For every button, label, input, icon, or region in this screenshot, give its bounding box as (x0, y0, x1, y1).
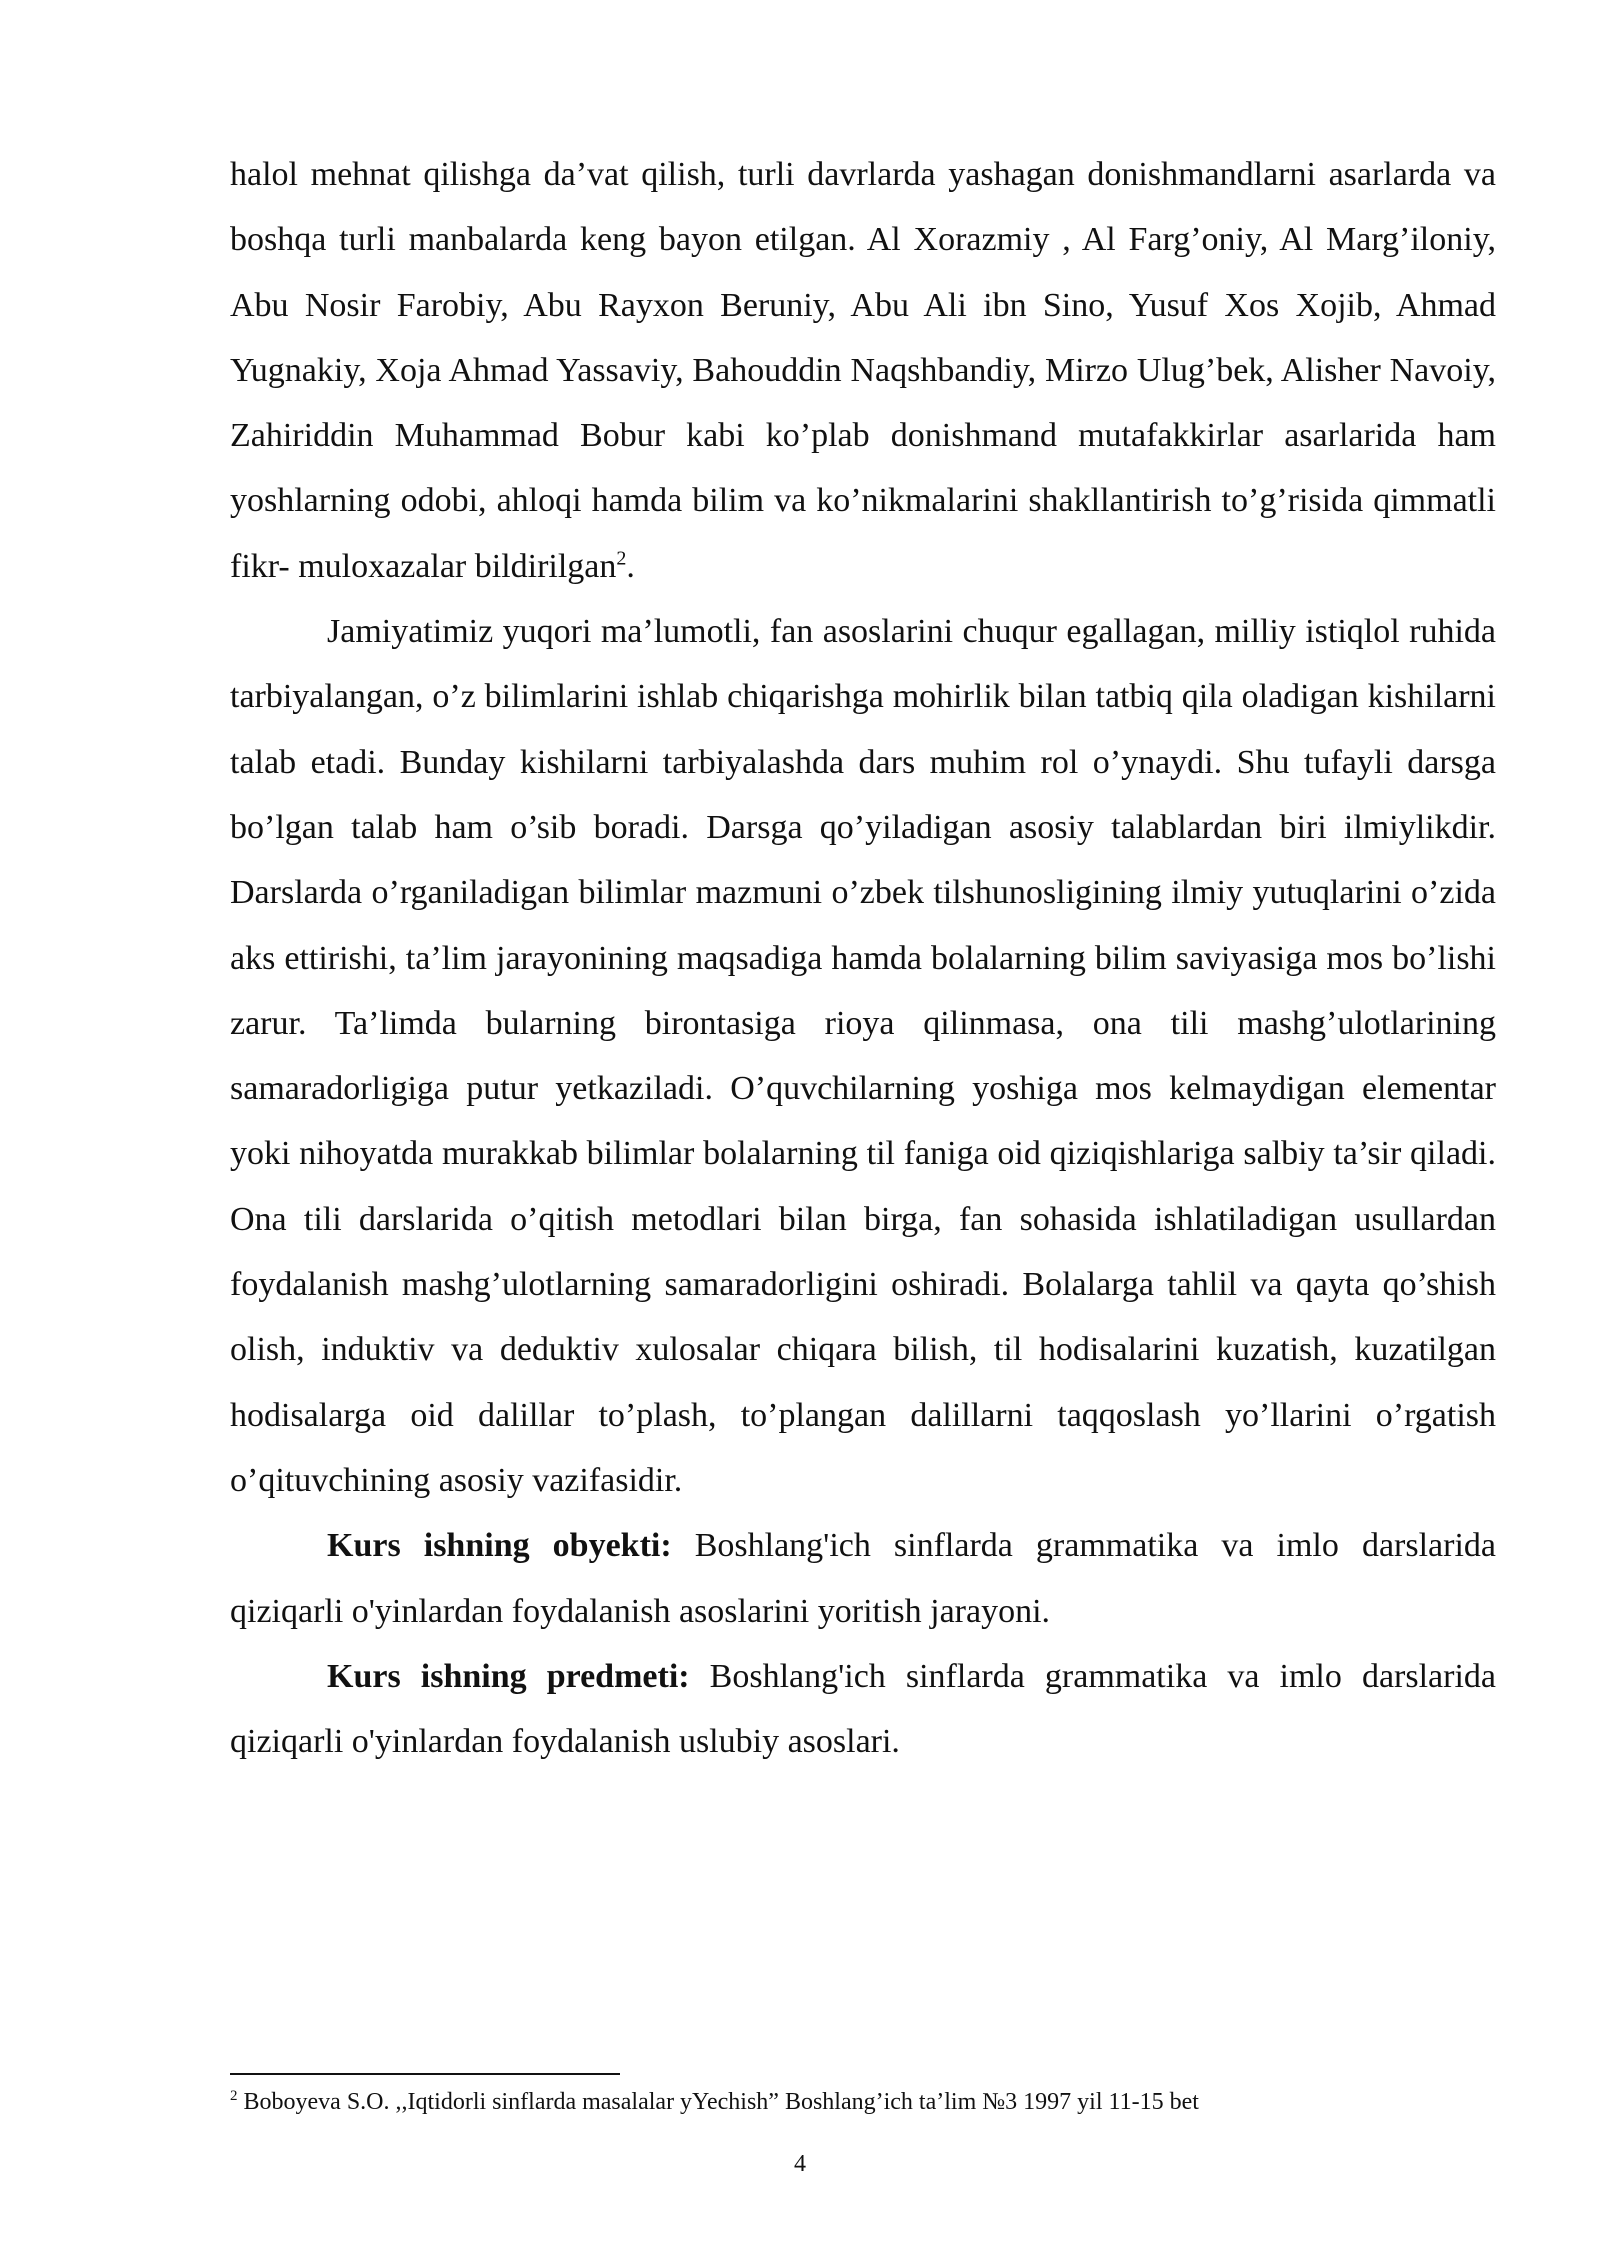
paragraph-object (230, 1513, 1496, 1644)
paragraph-1-text: halol mehnat qilishga da’vat qilish, turli davrlarda yashagan donishmandlarni asarlarda va boshqa turli manbalarda keng bayon etilgan. Al Xorazmiy , Al Farg’oniy, Al Marg’iloniy, Abu Nosir Farobiy, Abu Rayxon Beruniy, Abu Ali ibn Sino, Yusuf Xos Xojib, Ahmad Yugnakiy, Xoja Ahmad Yassaviy, Bahouddin Naqshbandiy, Mirzo Ulug’bek, Alisher Navoiy, Zahiriddin Muhammad Bobur kabi ko’plab donishmand mutafakkirlar asarlarida ham yoshlarning odobi, ahloqi hamda bilim va ko’nikmalarini shakllantirish to’g’risida qimmatli fikr- muloxazalar bildirilgan (230, 156, 1496, 585)
object-label: Kurs ishning obyekti: (327, 1527, 672, 1565)
footnote (230, 2086, 1496, 2118)
paragraph-1-end: . (626, 547, 635, 585)
footnote-text: Boboyeva S.O. ,,Iqtidorli sinflarda masalalar yYechish” Boshlang’ich ta’lim №3 1997 yil 11-15 bet (237, 2089, 1199, 2115)
footnote-number: 2 (230, 2088, 238, 2104)
subject-label: Kurs ishning predmeti: (327, 1657, 690, 1695)
paragraph-2-text: Jamiyatimiz yuqori ma’lumotli, fan asoslarini chuqur egallagan, milliy istiqlol ruhida tarbiyalangan, o’z bilimlarini ishlab chiqarishga mohirlik bilan tatbiq qila oladigan kishilarni talab etadi. Bunday kishilarni tarbiyalashda dars muhim rol o’ynaydi. Shu tufayli darsga bo’lgan talab ham o’sib boradi. Darsga qo’yiladigan asosiy talablardan biri ilmiylikdir. Darslarda o’rganiladigan bilimlar mazmuni o’zbek tilshunosligining ilmiy yutuqlarini o’zida aks ettirishi, ta’lim jarayonining maqsadiga hamda bolalarning bilim saviyasiga mos bo’lishi zarur. Ta’limda bularning birontasiga rioya qilinmasa, ona tili mashg’ulotlarining samaradorligiga putur yetkaziladi. O’quvchilarning yoshiga mos kelmaydigan elementar yoki nihoyatda murakkab bilimlar bolalarning til faniga oid qiziqishlariga salbiy ta’sir qiladi. Ona tili darslarida o’qitish metodlari bilan birga, fan sohasida ishlatiladigan usullardan foydalanish mashg’ulotlarning samaradorligini oshiradi. Bolalarga tahlil va qayta qo’shish olish, induktiv va deduktiv xulosalar chiqara bilish, til hodisalarini kuzatish, kuzatilgan hodisalarga oid dalillar to’plash, to’plangan dalillarni taqqoslash yo’llarini o’rgatish o’qituvchining asosiy vazifasidir. (230, 613, 1496, 1499)
main-text (230, 142, 1496, 1774)
page-number: 4 (794, 2151, 806, 2177)
footnote-separator (230, 2073, 620, 2075)
paragraph-subject (230, 1644, 1496, 1775)
paragraph-1 (230, 142, 1496, 599)
object-text: Boshlang'ich sinflarda grammatika va imlo darslarida qiziqarli o'yinlardan foydalanish asoslarini yoritish jarayoni. (230, 1527, 1496, 1630)
footnote-reference[interactable]: 2 (616, 547, 627, 570)
paragraph-2 (230, 599, 1496, 1513)
subject-text: Boshlang'ich sinflarda grammatika va imlo darslarida qiziqarli o'yinlardan foydalanish uslubiy asoslari. (230, 1657, 1496, 1761)
